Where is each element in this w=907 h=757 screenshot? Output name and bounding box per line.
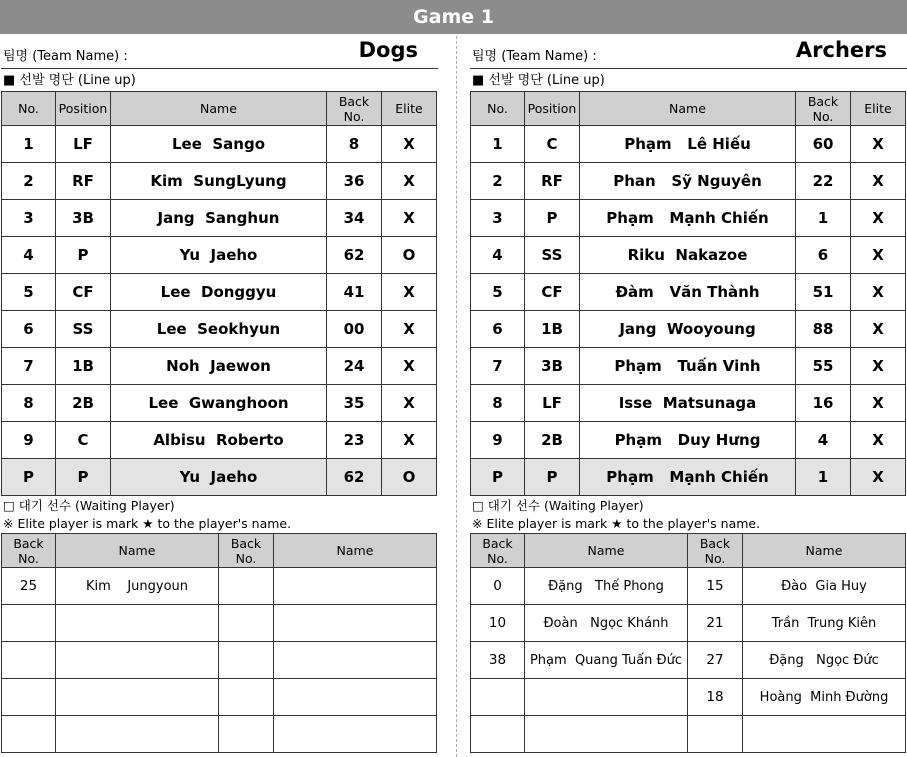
waiting-name-cell — [56, 679, 219, 716]
waiting-back-no-label-2: Back No. — [230, 535, 262, 566]
waiting-back-no-cell — [219, 716, 274, 753]
elite-cell: X — [851, 237, 906, 274]
waiting-back-no-cell: 25 — [2, 568, 56, 605]
lineup-row — [471, 274, 906, 311]
waiting-back-no-label: Back No. — [482, 535, 513, 566]
position-cell: C — [56, 422, 111, 459]
position-cell: P — [56, 237, 111, 274]
player-name-cell: Noh Jaewon — [111, 348, 327, 385]
back-no-cell: 60 — [796, 126, 851, 163]
waiting-body — [471, 568, 906, 753]
order-cell: 6 — [471, 311, 525, 348]
order-cell: 9 — [471, 422, 525, 459]
elite-cell: O — [382, 459, 437, 496]
page-divider — [456, 36, 457, 757]
waiting-name-cell — [525, 716, 688, 753]
back-no-cell: 24 — [327, 348, 382, 385]
waiting-name-header: Name — [525, 534, 688, 568]
position-cell: SS — [56, 311, 111, 348]
back-no-cell: 22 — [796, 163, 851, 200]
position-cell: LF — [56, 126, 111, 163]
back-no-cell: 4 — [796, 422, 851, 459]
player-name-cell: Riku Nakazoe — [580, 237, 796, 274]
lineup-body — [2, 126, 437, 496]
position-cell: P — [525, 459, 580, 496]
waiting-name-cell: Đoàn Ngọc Khánh — [525, 605, 688, 642]
col-position-header: Position — [525, 92, 580, 126]
elite-cell: X — [851, 422, 906, 459]
elite-cell: X — [382, 385, 437, 422]
back-no-cell: 55 — [796, 348, 851, 385]
lineup-row — [471, 311, 906, 348]
player-name-cell: Lee Gwanghoon — [111, 385, 327, 422]
player-name-cell: Phạm Tuấn Vinh — [580, 348, 796, 385]
lineup-row — [2, 163, 437, 200]
waiting-name-cell — [274, 716, 437, 753]
order-cell: 1 — [2, 126, 56, 163]
waiting-name-cell — [274, 679, 437, 716]
waiting-name-header: Name — [56, 534, 219, 568]
position-cell: CF — [525, 274, 580, 311]
waiting-body — [2, 568, 437, 753]
order-cell: P — [471, 459, 525, 496]
elite-cell: X — [851, 385, 906, 422]
position-cell: CF — [56, 274, 111, 311]
team-panel-home — [1, 34, 438, 753]
position-cell: SS — [525, 237, 580, 274]
lineup-table — [1, 91, 437, 496]
order-cell: 1 — [471, 126, 525, 163]
waiting-name-header-2: Name — [743, 534, 906, 568]
waiting-name-cell — [56, 605, 219, 642]
waiting-back-no-cell — [219, 568, 274, 605]
player-name-cell: Isse Matsunaga — [580, 385, 796, 422]
waiting-row — [2, 605, 437, 642]
back-no-cell: 1 — [796, 459, 851, 496]
back-no-cell: 62 — [327, 237, 382, 274]
waiting-row — [471, 642, 906, 679]
lineup-row — [2, 237, 437, 274]
order-cell: 3 — [2, 200, 56, 237]
waiting-row — [2, 642, 437, 679]
position-cell: 1B — [525, 311, 580, 348]
player-name-cell: Phạm Mạnh Chiến — [580, 459, 796, 496]
back-no-cell: 35 — [327, 385, 382, 422]
back-no-cell: 62 — [327, 459, 382, 496]
position-cell: 2B — [525, 422, 580, 459]
elite-cell: X — [382, 348, 437, 385]
lineup-row — [2, 126, 437, 163]
player-name-cell: Yu Jaeho — [111, 237, 327, 274]
elite-cell: X — [851, 459, 906, 496]
waiting-back-no-cell — [2, 605, 56, 642]
elite-cell: X — [382, 163, 437, 200]
lineup-table — [470, 91, 906, 496]
back-no-cell: 36 — [327, 163, 382, 200]
waiting-back-no-header-2 — [219, 534, 274, 568]
elite-cell: X — [382, 311, 437, 348]
waiting-back-no-cell: 21 — [688, 605, 743, 642]
waiting-name-cell: Đặng Thế Phong — [525, 568, 688, 605]
waiting-back-no-header-2 — [688, 534, 743, 568]
waiting-name-cell — [274, 642, 437, 679]
waiting-back-no-cell: 0 — [471, 568, 525, 605]
waiting-label: □ 대기 선수 (Waiting Player) — [3, 498, 175, 513]
order-cell: 2 — [471, 163, 525, 200]
elite-note: ※ Elite player is mark ★ to the player's name. — [3, 516, 292, 531]
back-no-cell: 23 — [327, 422, 382, 459]
waiting-name-cell — [274, 568, 437, 605]
elite-cell: X — [382, 126, 437, 163]
col-name-header: Name — [111, 92, 327, 126]
waiting-back-no-cell — [2, 642, 56, 679]
lineup-row — [2, 422, 437, 459]
position-cell: 3B — [525, 348, 580, 385]
order-cell: P — [2, 459, 56, 496]
col-elite-header: Elite — [382, 92, 437, 126]
position-cell: P — [56, 459, 111, 496]
waiting-back-no-header — [2, 534, 56, 568]
col-back-no-label: Back No. — [807, 93, 839, 124]
waiting-back-no-cell — [219, 642, 274, 679]
lineup-row — [471, 237, 906, 274]
order-cell: 7 — [471, 348, 525, 385]
col-position-header: Position — [56, 92, 111, 126]
position-cell: RF — [525, 163, 580, 200]
waiting-row — [471, 568, 906, 605]
team-name-label: 팀명 (Team Name) : — [472, 49, 597, 64]
waiting-table — [1, 533, 437, 753]
waiting-back-no-header — [471, 534, 525, 568]
position-cell: P — [525, 200, 580, 237]
waiting-back-no-cell: 15 — [688, 568, 743, 605]
order-cell: 3 — [471, 200, 525, 237]
elite-cell: X — [851, 126, 906, 163]
elite-cell: X — [851, 311, 906, 348]
waiting-back-no-label-2: Back No. — [699, 535, 731, 566]
order-cell: 2 — [2, 163, 56, 200]
lineup-row — [471, 385, 906, 422]
player-name-cell: Lee Donggyu — [111, 274, 327, 311]
lineup-row — [471, 348, 906, 385]
lineup-label: ■ 선발 명단 (Line up) — [3, 73, 136, 88]
player-name-cell: Jang Wooyoung — [580, 311, 796, 348]
waiting-name-cell: Đào Gia Huy — [743, 568, 906, 605]
lineup-row — [471, 422, 906, 459]
team-name: Dogs — [358, 38, 418, 62]
waiting-row — [2, 568, 437, 605]
waiting-back-no-cell — [688, 716, 743, 753]
elite-cell: X — [851, 163, 906, 200]
back-no-cell: 6 — [796, 237, 851, 274]
pitcher-row — [2, 459, 437, 496]
player-name-cell: Lee Seokhyun — [111, 311, 327, 348]
position-cell: C — [525, 126, 580, 163]
col-back-no-header — [327, 92, 382, 126]
col-back-no-header — [796, 92, 851, 126]
waiting-header-row — [471, 534, 906, 568]
lineup-row — [2, 348, 437, 385]
order-cell: 8 — [471, 385, 525, 422]
lineup-row — [471, 200, 906, 237]
order-cell: 5 — [471, 274, 525, 311]
player-name-cell: Phạm Lê Hiếu — [580, 126, 796, 163]
order-cell: 4 — [2, 237, 56, 274]
waiting-name-cell — [56, 642, 219, 679]
position-cell: LF — [525, 385, 580, 422]
waiting-back-no-cell — [2, 716, 56, 753]
lineup-header-row — [2, 92, 437, 126]
waiting-back-no-cell — [2, 679, 56, 716]
back-no-cell: 34 — [327, 200, 382, 237]
waiting-row — [2, 716, 437, 753]
back-no-cell: 00 — [327, 311, 382, 348]
back-no-cell: 88 — [796, 311, 851, 348]
elite-cell: X — [851, 200, 906, 237]
waiting-name-cell: Đặng Ngọc Đức — [743, 642, 906, 679]
position-cell: RF — [56, 163, 111, 200]
team-panel-away — [470, 34, 907, 753]
player-name-cell: Yu Jaeho — [111, 459, 327, 496]
waiting-back-no-cell: 38 — [471, 642, 525, 679]
back-no-cell: 8 — [327, 126, 382, 163]
waiting-row — [2, 679, 437, 716]
col-name-header: Name — [580, 92, 796, 126]
back-no-cell: 1 — [796, 200, 851, 237]
waiting-back-no-cell: 18 — [688, 679, 743, 716]
waiting-row — [471, 716, 906, 753]
player-name-cell: Jang Sanghun — [111, 200, 327, 237]
waiting-back-no-cell: 27 — [688, 642, 743, 679]
waiting-row — [471, 679, 906, 716]
waiting-back-no-cell — [471, 716, 525, 753]
back-no-cell: 41 — [327, 274, 382, 311]
waiting-name-cell — [56, 716, 219, 753]
team-name-label: 팀명 (Team Name) : — [3, 49, 128, 64]
lineup-header-row — [471, 92, 906, 126]
lineup-row — [2, 274, 437, 311]
pitcher-row — [471, 459, 906, 496]
col-no-header: No. — [2, 92, 56, 126]
col-back-no-label: Back No. — [338, 93, 370, 124]
team-name-row — [1, 34, 438, 69]
col-elite-header: Elite — [851, 92, 906, 126]
order-cell: 6 — [2, 311, 56, 348]
waiting-name-cell: Kim Jungyoun — [56, 568, 219, 605]
waiting-back-no-label: Back No. — [13, 535, 44, 566]
lineup-row — [2, 311, 437, 348]
order-cell: 9 — [2, 422, 56, 459]
player-name-cell: Phan Sỹ Nguyên — [580, 163, 796, 200]
lineup-row — [2, 200, 437, 237]
player-name-cell: Phạm Mạnh Chiến — [580, 200, 796, 237]
lineup-label: ■ 선발 명단 (Line up) — [472, 73, 605, 88]
waiting-label: □ 대기 선수 (Waiting Player) — [472, 498, 644, 513]
lineup-row — [2, 385, 437, 422]
position-cell: 3B — [56, 200, 111, 237]
elite-cell: O — [382, 237, 437, 274]
elite-note: ※ Elite player is mark ★ to the player's name. — [472, 516, 761, 531]
back-no-cell: 16 — [796, 385, 851, 422]
elite-cell: X — [851, 348, 906, 385]
order-cell: 8 — [2, 385, 56, 422]
waiting-name-header-2: Name — [274, 534, 437, 568]
player-name-cell: Albisu Roberto — [111, 422, 327, 459]
waiting-table — [470, 533, 906, 753]
lineup-row — [471, 163, 906, 200]
position-cell: 1B — [56, 348, 111, 385]
order-cell: 4 — [471, 237, 525, 274]
lineup-body — [471, 126, 906, 496]
game-title: Game 1 — [0, 0, 907, 34]
team-name-row — [470, 34, 907, 69]
player-name-cell: Kim SungLyung — [111, 163, 327, 200]
elite-cell: X — [382, 200, 437, 237]
waiting-back-no-cell — [219, 605, 274, 642]
waiting-name-cell — [525, 679, 688, 716]
back-no-cell: 51 — [796, 274, 851, 311]
order-cell: 5 — [2, 274, 56, 311]
waiting-name-cell — [274, 605, 437, 642]
waiting-back-no-cell: 10 — [471, 605, 525, 642]
player-name-cell: Đàm Văn Thành — [580, 274, 796, 311]
waiting-name-cell: Phạm Quang Tuấn Đức — [525, 642, 688, 679]
waiting-back-no-cell — [471, 679, 525, 716]
waiting-name-cell — [743, 716, 906, 753]
waiting-row — [471, 605, 906, 642]
player-name-cell: Phạm Duy Hưng — [580, 422, 796, 459]
team-name: Archers — [795, 38, 887, 62]
elite-cell: X — [382, 274, 437, 311]
waiting-back-no-cell — [219, 679, 274, 716]
elite-cell: X — [382, 422, 437, 459]
waiting-header-row — [2, 534, 437, 568]
lineup-row — [471, 126, 906, 163]
waiting-name-cell: Trần Trung Kiên — [743, 605, 906, 642]
player-name-cell: Lee Sango — [111, 126, 327, 163]
waiting-name-cell: Hoàng Minh Đường — [743, 679, 906, 716]
position-cell: 2B — [56, 385, 111, 422]
elite-cell: X — [851, 274, 906, 311]
col-no-header: No. — [471, 92, 525, 126]
order-cell: 7 — [2, 348, 56, 385]
